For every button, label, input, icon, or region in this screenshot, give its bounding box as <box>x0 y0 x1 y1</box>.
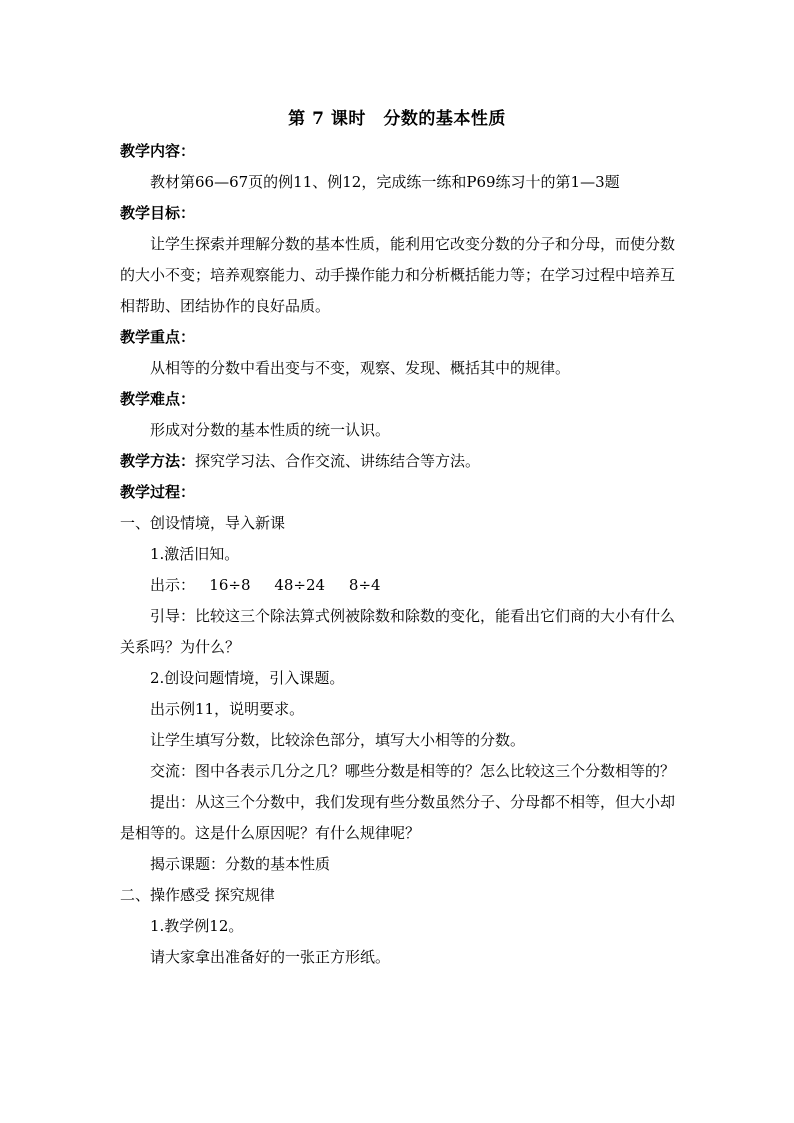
example-12-item: 1.教学例12。 <box>150 917 244 935</box>
fill-fraction-line: 让学生填写分数，比较涂色部分，填写大小相等的分数。 <box>150 731 526 749</box>
teaching-key-points-text: 从相等的分数中看出变与不变，观察、发现、概括其中的规律。 <box>150 359 571 377</box>
square-paper-line: 请大家拿出准备好的一张正方形纸。 <box>150 948 391 966</box>
exchange-paragraph: 交流：图中各表示几分之几？哪些分数是相等的？怎么比较这三个分数相等的？ <box>150 762 676 780</box>
teaching-goals-heading: 教学目标： <box>120 204 196 222</box>
teaching-content-heading: 教学内容： <box>120 142 196 160</box>
section-two-heading: 二、操作感受 探究规律 <box>120 886 275 904</box>
teaching-methods-line <box>120 446 675 477</box>
guidance-paragraph: 引导：比较这三个除法算式例被除数和除数的变化，能看出它们商的大小有什么关系吗？为什么？ <box>120 607 676 656</box>
activate-knowledge-item: 1.激活旧知。 <box>150 545 240 563</box>
teaching-content-text: 教材第66—67页的例11、例12，完成练一练和P69练习十的第1—3题 <box>150 173 620 191</box>
division-expressions: 出示： 16÷8 48÷24 8÷4 <box>150 576 381 594</box>
teaching-process-heading: 教学过程： <box>120 483 196 501</box>
propose-paragraph: 提出：从这三个分数中，我们发现有些分数虽然分子、分母都不相等，但大小却是相等的。这是什么原因呢？有什么规律呢？ <box>120 793 676 842</box>
example-11-line: 出示例11，说明要求。 <box>150 700 305 718</box>
teaching-difficulties-text: 形成对分数的基本性质的统一认识。 <box>150 421 391 439</box>
reveal-topic-line: 揭示课题：分数的基本性质 <box>150 855 331 873</box>
teaching-difficulties-heading: 教学难点： <box>120 390 196 408</box>
teaching-key-points-heading: 教学重点： <box>120 328 196 346</box>
problem-situation-item: 2.创设问题情境，引入课题。 <box>150 669 345 687</box>
lesson-body <box>120 136 675 973</box>
lesson-title: 第 7 课时 分数的基本性质 <box>288 109 506 129</box>
teaching-methods-label: 教学方法： <box>120 452 196 470</box>
teaching-goals-text: 让学生探索并理解分数的基本性质，能利用它改变分数的分子和分母，而使分数的大小不变；培养观察能力、动手操作能力和分析概括能力等；在学习过程中培养互相帮助、团结协作的良好品质。 <box>120 235 676 315</box>
teaching-methods-text: 探究学习法、合作交流、讲练结合等方法。 <box>195 452 481 470</box>
section-one-heading: 一、创设情境，导入新课 <box>120 514 286 532</box>
